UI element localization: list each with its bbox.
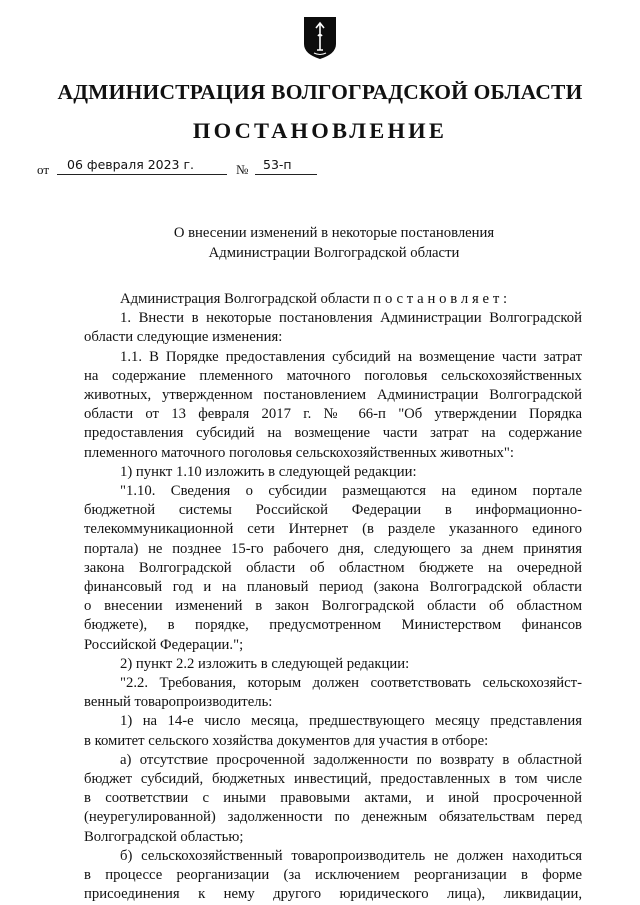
body-line: (неурегулированной) задолженности по денежным обязательствам перед: [84, 809, 582, 826]
document-subject: [0, 223, 640, 263]
document-type-title: ПОСТАНОВЛЕНИЕ: [192, 118, 448, 143]
document-number: 53-п: [255, 155, 317, 175]
body-line: а) отсутствие просроченной задолженности по возврату в областной: [120, 751, 582, 768]
subject-line: О внесении изменений в некоторые постановления: [173, 225, 495, 241]
subject-line: Администрации Волгоградской области: [208, 245, 460, 261]
body-line: бюджете), в порядке, предусмотренном Министерством финансов: [84, 617, 582, 634]
body-line: племенного маточного поголовья сельскохозяйственных животных":: [84, 444, 514, 461]
body-line: на содержание племенного маточного поголовья сельскохозяйственных: [84, 367, 582, 384]
body-line: портала) не позднее 15-го рабочего дня, следующего за днем принятия: [84, 540, 582, 557]
body-line: в процессе реорганизации (за исключением реорганизации в форме: [84, 867, 582, 884]
body-line: предоставления субсидий на возмещение части затрат на содержание: [84, 425, 582, 442]
body-line: "2.2. Требования, которым должен соответствовать сельскохозяйст-: [120, 675, 582, 692]
body-line: бюджет субсидий, бюджетных инвестиций, предоставленных в том числе: [84, 771, 582, 788]
body-line: 1. Внести в некоторые постановления Администрации Волгоградской: [120, 310, 582, 327]
body-line: б) сельскохозяйственный товаропроизводитель не должен находиться: [120, 847, 582, 864]
body-line: финансовый год и на плановый период (закона Волгоградской области: [84, 579, 582, 596]
body-line: закона Волгоградской области об областном бюджете на очередной: [84, 559, 582, 576]
body-line: присоединения к нему другого юридического лица), ликвидации,: [84, 886, 582, 903]
body-line: в соответствии с иными правовыми актами, и иной просроченной: [84, 790, 582, 807]
body-line: области следующие изменения:: [84, 329, 283, 346]
body-line: бюджетной системы Российской Федерации в информационно-: [84, 502, 582, 519]
body-line: области от 13 февраля 2017 г. № 66-п "Об утверждении Порядка: [84, 406, 582, 423]
body-line: о внесении изменений в закон Волгоградской области об областном: [84, 598, 582, 615]
document-date: 06 февраля 2023 г.: [57, 155, 227, 175]
document-meta: [37, 155, 337, 177]
body-line: 1) на 14-е число месяца, предшествующего месяцу представления: [120, 713, 582, 730]
body-line: 1.1. В Порядке предоставления субсидий на возмещение части затрат: [120, 348, 582, 365]
body-line: 1) пункт 1.10 изложить в следующей редакции:: [120, 463, 417, 480]
body-line: Волгоградской областью;: [84, 828, 244, 845]
date-label: от: [37, 162, 50, 177]
number-label: №: [236, 162, 249, 177]
lead-keyword: постановляет:: [373, 291, 511, 307]
body-line: венный товаропроизводитель:: [84, 694, 273, 711]
body-line: телекоммуникационной сети Интернет (в разделе указанного единого: [84, 521, 582, 538]
document-body: [84, 290, 582, 905]
lead-text: Администрация Волгоградской области: [120, 291, 370, 307]
volgograd-emblem-icon: [303, 16, 337, 60]
body-line: "1.10. Сведения о субсидии размещаются на едином портале: [120, 483, 582, 500]
body-line: 2) пункт 2.2 изложить в следующей редакции:: [120, 655, 410, 672]
organization-title: АДМИНИСТРАЦИЯ ВОЛГОГРАДСКОЙ ОБЛАСТИ: [57, 80, 583, 104]
body-lead: [84, 290, 582, 309]
body-line: животных, утвержденном постановлением Администрации Волгоградской: [84, 387, 582, 404]
body-line: Российской Федерации.";: [84, 636, 244, 653]
body-line: в комитет сельского хозяйства документов для участия в отборе:: [84, 732, 489, 749]
